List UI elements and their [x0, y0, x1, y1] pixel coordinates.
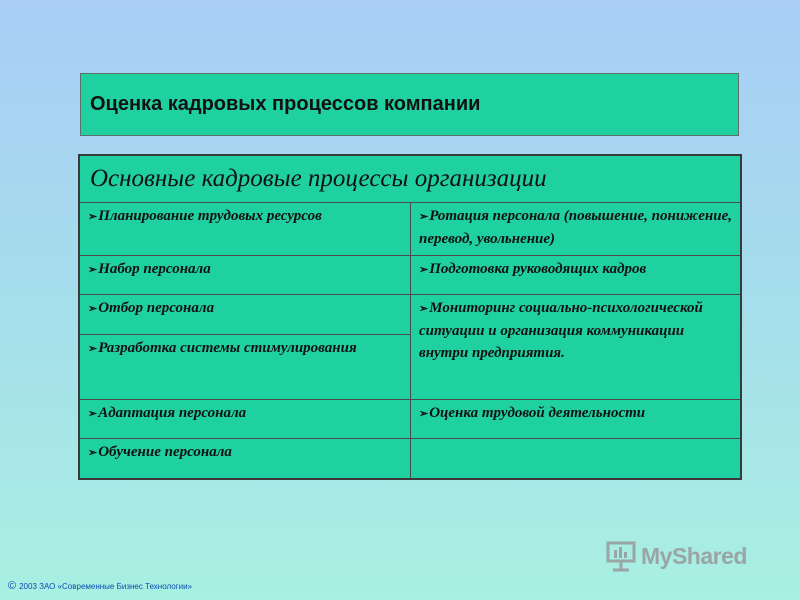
cell-text: Подготовка руководящих кадров — [429, 261, 647, 277]
table-cell-empty — [411, 439, 740, 479]
table-cell — [411, 256, 740, 294]
copyright-footer — [8, 580, 192, 592]
cell-text: Мониторинг социально-психологической ситуации и организация коммуникации внутри предприятия. — [419, 300, 703, 361]
cell-text: Набор персонала — [98, 261, 211, 277]
table-cell — [411, 295, 740, 399]
processes-table — [78, 154, 742, 480]
table-cell — [80, 295, 410, 334]
cell-text: Оценка трудовой деятельности — [429, 405, 646, 421]
presentation-screen-icon — [605, 539, 641, 573]
table-cell — [80, 203, 410, 255]
bullet-arrow-icon: ➢ — [419, 264, 429, 276]
table-cell — [80, 400, 410, 438]
cell-text: Обучение персонала — [98, 444, 232, 460]
cell-text: Разработка системы стимулирования — [98, 340, 357, 356]
copyright-text: 2003 ЗАО «Современные Бизнес Технологии» — [19, 582, 192, 591]
bullet-arrow-icon: ➢ — [88, 303, 98, 315]
bullet-arrow-icon: ➢ — [88, 343, 98, 355]
bullet-arrow-icon: ➢ — [419, 211, 429, 223]
slide-title: Оценка кадровых процессов компании — [90, 93, 481, 115]
bullet-arrow-icon: ➢ — [88, 408, 98, 420]
bullet-arrow-icon: ➢ — [88, 211, 98, 223]
bullet-arrow-icon: ➢ — [419, 408, 429, 420]
cell-text: Планирование трудовых ресурсов — [98, 208, 322, 224]
table-header: Основные кадровые процессы организации — [90, 165, 547, 192]
myshared-watermark — [605, 538, 765, 574]
cell-text: Отбор персонала — [98, 300, 215, 316]
copyright-icon: © — [8, 580, 17, 592]
table-cell — [411, 400, 740, 438]
bullet-arrow-icon: ➢ — [88, 447, 98, 459]
bullet-arrow-icon: ➢ — [88, 264, 98, 276]
table-cell — [411, 203, 740, 255]
cell-text: Ротация персонала (повышение, понижение, перевод, увольнение) — [419, 208, 732, 247]
bullet-arrow-icon: ➢ — [419, 303, 429, 315]
slide-title-box — [80, 73, 739, 136]
table-cell — [80, 335, 410, 399]
cell-text: Адаптация персонала — [98, 405, 247, 421]
table-cell — [80, 439, 410, 479]
table-cell — [80, 256, 410, 294]
watermark-text: MyShared — [641, 542, 747, 569]
